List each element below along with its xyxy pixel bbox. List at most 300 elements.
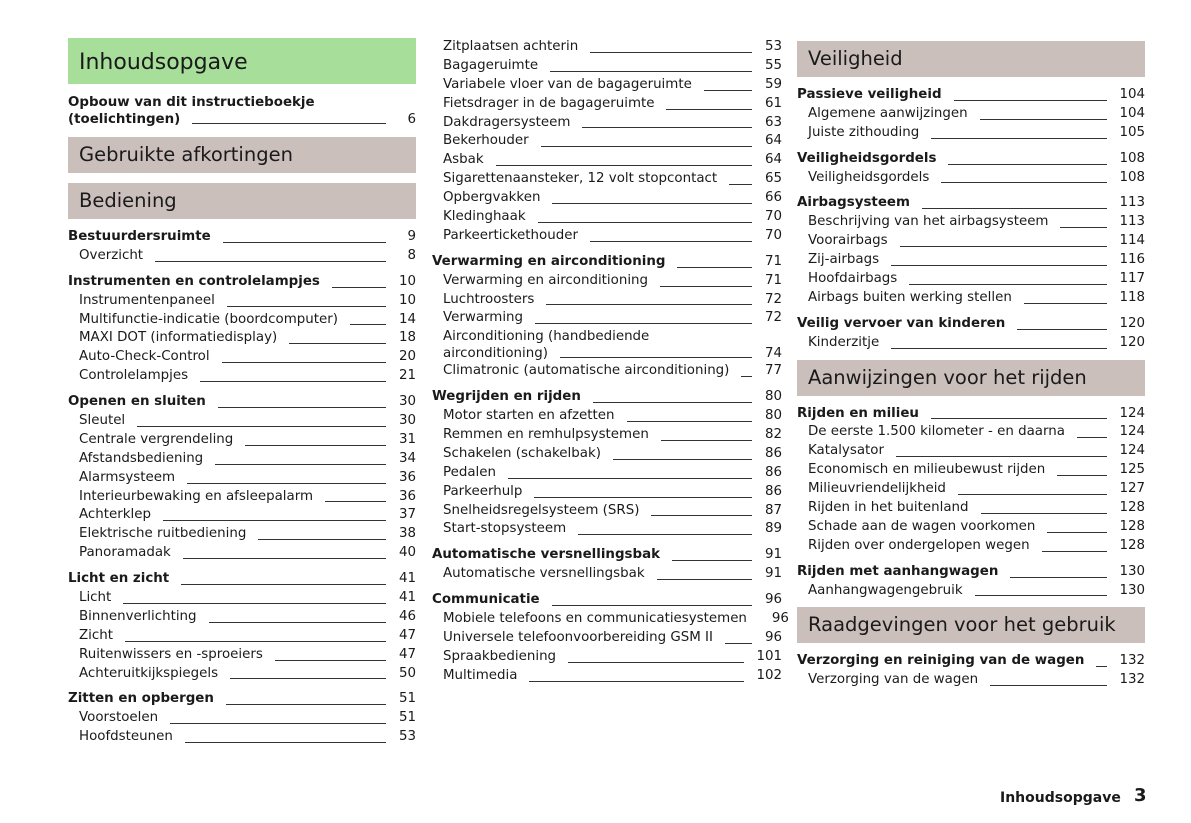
page-number: 70 bbox=[764, 209, 782, 224]
toc-entry-text: Achteruitkijkspiegels bbox=[79, 665, 219, 681]
page-number: 20 bbox=[398, 349, 416, 365]
page-number: 65 bbox=[764, 171, 782, 187]
footer-label: Inhoudsopgave bbox=[1000, 790, 1121, 806]
leader-line bbox=[552, 203, 752, 204]
toc-entry[interactable] bbox=[68, 709, 416, 728]
page-number: 125 bbox=[1119, 462, 1145, 478]
toc-entry-text: Sigarettenaansteker, 12 volt stopcontact bbox=[443, 171, 718, 187]
leader-line bbox=[1060, 227, 1107, 228]
toc-entry[interactable] bbox=[797, 582, 1145, 601]
leader-line bbox=[155, 261, 386, 262]
toc-entry-text: Schade aan de wagen voorkomen bbox=[808, 518, 1036, 534]
leader-line bbox=[170, 723, 386, 724]
toc-entry[interactable] bbox=[432, 667, 782, 686]
page-number: 37 bbox=[398, 507, 416, 523]
page-number: 87 bbox=[764, 502, 782, 518]
toc-section bbox=[797, 150, 1145, 188]
toc-entry[interactable] bbox=[68, 469, 416, 488]
toc-entry-text: Alarmsysteem bbox=[79, 469, 176, 485]
page-number: 127 bbox=[1119, 481, 1145, 497]
toc-entry[interactable] bbox=[68, 431, 416, 450]
leader-line bbox=[729, 184, 752, 185]
page-number: 132 bbox=[1119, 672, 1145, 688]
leader-line bbox=[661, 440, 752, 441]
toc-entry-text: Voorstoelen bbox=[79, 710, 159, 726]
toc-entry[interactable] bbox=[432, 291, 782, 310]
leader-line bbox=[1042, 551, 1108, 552]
toc-entry-text: Asbak bbox=[443, 152, 484, 168]
page-number: 30 bbox=[398, 394, 416, 410]
toc-entry-text: Communicatie bbox=[432, 592, 540, 608]
toc-entry[interactable] bbox=[797, 124, 1145, 143]
page-number: 71 bbox=[764, 272, 782, 288]
leader-line bbox=[550, 71, 752, 72]
leader-line bbox=[954, 100, 1108, 101]
leader-line bbox=[651, 515, 752, 516]
toc-entry[interactable] bbox=[68, 367, 416, 386]
leader-line bbox=[222, 362, 386, 363]
toc-entry-text: Auto-Check-Control bbox=[79, 349, 210, 365]
toc-entry-text: Veiligheidsgordels bbox=[797, 150, 937, 166]
toc-title: Inhoudsopgave bbox=[68, 38, 416, 84]
toc-entry[interactable] bbox=[797, 518, 1145, 537]
toc-entry-text: Verzorging en reiniging van de wagen bbox=[797, 653, 1085, 669]
toc-entry[interactable] bbox=[68, 525, 416, 544]
page-number: 91 bbox=[764, 566, 782, 582]
raadgevingen-sections bbox=[797, 652, 1145, 690]
toc-entry[interactable] bbox=[797, 232, 1145, 251]
toc-entry-text: Milieuvriendelijkheid bbox=[808, 481, 946, 497]
toc-entry[interactable] bbox=[68, 329, 416, 348]
toc-entry[interactable] bbox=[68, 247, 416, 266]
toc-entry[interactable] bbox=[432, 38, 782, 57]
leader-line bbox=[223, 242, 386, 243]
toc-entry[interactable] bbox=[432, 114, 782, 133]
toc-section bbox=[432, 591, 789, 685]
toc-entry-text: Afstandsbediening bbox=[79, 450, 204, 466]
toc-entry-text: Katalysator bbox=[808, 443, 884, 459]
toc-entry-text: Parkeertickethouder bbox=[443, 227, 578, 243]
toc-section bbox=[797, 563, 1145, 601]
toc-entry-text: (toelichtingen) bbox=[68, 112, 181, 127]
toc-entry-text: Zij-airbags bbox=[808, 252, 880, 268]
toc-entry-text: Controlelampjes bbox=[79, 368, 189, 384]
toc-chapter[interactable] bbox=[432, 546, 782, 565]
toc-entry-text: Bestuurdersruimte bbox=[68, 228, 211, 244]
leader-line bbox=[593, 402, 752, 403]
toc-entry-text: Verwarming en airconditioning bbox=[443, 272, 649, 288]
toc-entry[interactable] bbox=[68, 665, 416, 684]
toc-entry[interactable] bbox=[432, 272, 782, 291]
leader-line bbox=[672, 560, 752, 561]
toc-entry-text: Hoofdsteunen bbox=[79, 729, 173, 745]
leader-line bbox=[508, 478, 752, 479]
page-number: 128 bbox=[1119, 537, 1145, 553]
toc-entry-text: Opbergvakken bbox=[443, 190, 541, 206]
toc-entry-text: Snelheidsregelsysteem (SRS) bbox=[443, 502, 640, 518]
leader-line bbox=[332, 287, 386, 288]
toc-entry-text: Pedalen bbox=[443, 464, 496, 480]
toc-entry-text: MAXI DOT (informatiedisplay) bbox=[79, 330, 278, 346]
page-number: 64 bbox=[764, 133, 782, 149]
leader-line bbox=[200, 381, 386, 382]
toc-entry-text: Variabele vloer van de bagageruimte bbox=[443, 76, 692, 92]
page-number: 55 bbox=[764, 57, 782, 73]
page-number: 113 bbox=[1119, 195, 1145, 211]
toc-column-1 bbox=[68, 38, 416, 754]
leader-line bbox=[123, 603, 386, 604]
toc-chapter[interactable] bbox=[797, 652, 1145, 671]
leader-line bbox=[704, 90, 752, 91]
page-number: 8 bbox=[407, 247, 416, 263]
toc-section bbox=[68, 570, 416, 683]
toc-entry-text: Fietsdrager in de bagageruimte bbox=[443, 95, 655, 111]
page-number: 130 bbox=[1119, 582, 1145, 598]
aanwijzingen-sections bbox=[797, 405, 1145, 601]
section-header-bediening: Bediening bbox=[68, 183, 416, 219]
leader-line bbox=[181, 584, 386, 585]
page-number: 38 bbox=[398, 526, 416, 542]
toc-entry-text: Openen en sluiten bbox=[68, 394, 206, 410]
leader-line bbox=[529, 681, 744, 682]
toc-entry[interactable] bbox=[68, 311, 416, 330]
toc-entry-text: Verwarming bbox=[443, 310, 524, 326]
page-number: 64 bbox=[764, 152, 782, 168]
page-number: 96 bbox=[771, 611, 789, 627]
toc-entry-text: Beschrijving van het airbagsysteem bbox=[808, 214, 1049, 230]
toc-entry[interactable] bbox=[432, 227, 782, 246]
toc-entry[interactable] bbox=[432, 610, 789, 629]
toc-entry-text: Opbouw van dit instructieboekje bbox=[68, 95, 315, 110]
page-number: 61 bbox=[764, 95, 782, 111]
toc-entry[interactable] bbox=[797, 499, 1145, 518]
page-number: 124 bbox=[1119, 405, 1145, 421]
toc-entry-text: Airbags buiten werking stellen bbox=[808, 289, 1012, 305]
toc-entry-text: Wegrijden en rijden bbox=[432, 389, 581, 405]
page-number: 89 bbox=[764, 521, 782, 537]
toc-entry-text: Spraakbediening bbox=[443, 648, 557, 664]
toc-entry[interactable] bbox=[432, 57, 782, 76]
page-number: 91 bbox=[764, 547, 782, 563]
page-number: 102 bbox=[756, 667, 782, 683]
toc-entry-text: Dakdragersysteem bbox=[443, 114, 571, 130]
page-number: 72 bbox=[764, 291, 782, 307]
page-number: 128 bbox=[1119, 518, 1145, 534]
toc-entry[interactable] bbox=[432, 309, 782, 328]
toc-entry-text: Rijden over ondergelopen wegen bbox=[808, 537, 1030, 553]
page-number: 86 bbox=[764, 464, 782, 480]
toc-entry[interactable] bbox=[432, 189, 782, 208]
toc-chapter[interactable] bbox=[797, 315, 1145, 334]
toc-entry[interactable] bbox=[797, 537, 1145, 556]
toc-section bbox=[797, 652, 1145, 690]
page-number: 53 bbox=[764, 38, 782, 54]
toc-entry-text: Multimedia bbox=[443, 667, 518, 683]
toc-entry-text: Centrale vergrendeling bbox=[79, 431, 234, 447]
toc-entry[interactable] bbox=[797, 270, 1145, 289]
page-number: 50 bbox=[398, 665, 416, 681]
leader-line bbox=[590, 52, 752, 53]
toc-chapter[interactable]: Verwarming en airconditioning 71 bbox=[432, 253, 782, 269]
toc-entry-text: Motor starten en afzetten bbox=[443, 408, 615, 424]
toc-entry-text: Elektrische ruitbediening bbox=[79, 526, 247, 542]
col2-sections bbox=[432, 388, 789, 685]
page-number: 86 bbox=[764, 445, 782, 461]
leader-line bbox=[215, 464, 386, 465]
toc-entry[interactable] bbox=[432, 445, 782, 464]
toc-entry[interactable] bbox=[432, 648, 782, 667]
toc-section bbox=[797, 405, 1145, 556]
page-number: 74 bbox=[764, 346, 782, 362]
leader-line bbox=[941, 182, 1107, 183]
toc-entry-text: Voorairbags bbox=[808, 233, 888, 249]
toc-chapter[interactable] bbox=[68, 228, 416, 247]
toc-entry-text: Universele telefoonvoorbereiding GSM II bbox=[443, 629, 713, 645]
toc-entry-text: Luchtroosters bbox=[443, 291, 535, 307]
toc-section bbox=[68, 393, 416, 563]
toc-entry[interactable] bbox=[432, 95, 782, 114]
toc-entry-text: Hoofdairbags bbox=[808, 271, 898, 286]
page-number: 80 bbox=[764, 389, 782, 405]
page-number: 6 bbox=[407, 112, 416, 127]
toc-entry-text: Kledinghaak bbox=[443, 209, 526, 224]
section-header-veiligheid: Veiligheid bbox=[797, 41, 1145, 77]
leader-line bbox=[958, 494, 1108, 495]
leader-line bbox=[1047, 532, 1107, 533]
toc-entry-text: Bekerhouder bbox=[443, 133, 529, 149]
toc-entry[interactable] bbox=[68, 544, 416, 563]
toc-entry[interactable] bbox=[797, 480, 1145, 499]
toc-entry-text: Economisch en milieubewust rijden bbox=[808, 462, 1046, 478]
toc-entry-text: Parkeerhulp bbox=[443, 483, 523, 499]
toc-entry[interactable] bbox=[797, 169, 1145, 188]
toc-entry[interactable] bbox=[432, 565, 782, 584]
toc-entry[interactable] bbox=[68, 608, 416, 627]
toc-entry-text: Rijden met aanhangwagen bbox=[797, 563, 999, 579]
leader-line bbox=[582, 127, 752, 128]
toc-entry[interactable] bbox=[797, 442, 1145, 461]
toc-chapter[interactable] bbox=[797, 563, 1145, 582]
toc-entry[interactable] bbox=[797, 334, 1145, 353]
toc-chapter[interactable] bbox=[797, 86, 1145, 105]
page-number: 51 bbox=[398, 710, 416, 726]
toc-entry[interactable] bbox=[797, 105, 1145, 124]
leader-line bbox=[350, 324, 386, 325]
toc-section-verwarming bbox=[432, 253, 782, 381]
section-header-aanwijzingen: Aanwijzingen voor het rijden bbox=[797, 360, 1145, 396]
toc-entry[interactable] bbox=[432, 426, 782, 445]
leader-line bbox=[538, 222, 752, 223]
leader-line bbox=[660, 286, 752, 287]
toc-chapter[interactable] bbox=[68, 273, 416, 292]
toc-chapter[interactable] bbox=[68, 393, 416, 412]
toc-entry[interactable] bbox=[797, 251, 1145, 270]
toc-entry[interactable] bbox=[797, 289, 1145, 308]
leader-line bbox=[137, 426, 386, 427]
page-number: 108 bbox=[1119, 169, 1145, 185]
leader-line bbox=[948, 164, 1107, 165]
toc-entry-text: Aanhangwagengebruik bbox=[808, 582, 963, 598]
page-number: 51 bbox=[398, 691, 416, 707]
toc-entry-text: Zitten en opbergen bbox=[68, 691, 214, 707]
toc-entry[interactable] bbox=[68, 646, 416, 665]
page-number: 132 bbox=[1119, 653, 1145, 669]
toc-chapter[interactable] bbox=[68, 570, 416, 589]
toc-chapter[interactable] bbox=[797, 194, 1145, 213]
leader-line bbox=[725, 643, 752, 644]
toc-entry[interactable] bbox=[68, 450, 416, 469]
leader-line bbox=[980, 119, 1108, 120]
page-number: 36 bbox=[398, 488, 416, 504]
page-number: 34 bbox=[398, 450, 416, 466]
leader-line bbox=[163, 520, 386, 521]
page-number: 82 bbox=[764, 427, 782, 443]
toc-entry[interactable] bbox=[797, 423, 1145, 442]
toc-entry[interactable] bbox=[797, 461, 1145, 480]
toc-entry-text: Achterklep bbox=[79, 507, 151, 523]
leader-line bbox=[1077, 437, 1107, 438]
leader-line bbox=[245, 445, 386, 446]
toc-entry-text: airconditioning) bbox=[443, 346, 548, 362]
toc-entry-text: Automatische versnellingsbak bbox=[432, 547, 661, 563]
toc-entry[interactable] bbox=[797, 213, 1145, 232]
page-number: 21 bbox=[398, 368, 416, 384]
leader-line bbox=[1096, 666, 1107, 667]
toc-section bbox=[68, 273, 416, 386]
toc-entry[interactable] bbox=[68, 412, 416, 431]
toc-chapter[interactable] bbox=[432, 591, 782, 610]
toc-entry-text: Sleutel bbox=[79, 413, 126, 428]
toc-section bbox=[432, 546, 782, 584]
toc-entry[interactable] bbox=[432, 520, 782, 539]
toc-entry-intro[interactable] bbox=[68, 94, 416, 128]
toc-entry-text: Overzicht bbox=[79, 247, 144, 263]
leader-line bbox=[534, 497, 752, 498]
page-number: 10 bbox=[398, 273, 416, 289]
toc-entry[interactable] bbox=[68, 728, 416, 747]
page-number: 47 bbox=[398, 627, 416, 643]
toc-entry-text: Instrumentenpaneel bbox=[79, 292, 215, 308]
bediening-sections bbox=[68, 228, 416, 747]
page-number: 96 bbox=[764, 629, 782, 645]
leader-line bbox=[275, 660, 386, 661]
page-number: 80 bbox=[764, 408, 782, 424]
toc-entry[interactable] bbox=[68, 589, 416, 608]
page-number: 86 bbox=[764, 483, 782, 499]
leader-line bbox=[496, 165, 752, 166]
leader-line bbox=[258, 539, 386, 540]
page-number: 70 bbox=[764, 227, 782, 243]
toc-entry-text: Schakelen (schakelbak) bbox=[443, 445, 601, 461]
page-number: 31 bbox=[398, 431, 416, 447]
page-number: 59 bbox=[764, 76, 782, 92]
page-number: 18 bbox=[398, 330, 416, 346]
toc-entry[interactable] bbox=[432, 208, 782, 227]
page-number: 30 bbox=[398, 413, 416, 428]
toc-entry[interactable] bbox=[68, 488, 416, 507]
toc-entry-airconditioning[interactable] bbox=[432, 328, 782, 362]
toc-column-2 bbox=[432, 38, 789, 693]
toc-entry[interactable] bbox=[68, 506, 416, 525]
page-number: 104 bbox=[1119, 105, 1145, 121]
toc-entry[interactable] bbox=[68, 627, 416, 646]
toc-entry[interactable] bbox=[432, 132, 782, 151]
leader-line bbox=[931, 418, 1107, 419]
page-number: 36 bbox=[398, 469, 416, 485]
toc-entry[interactable] bbox=[68, 348, 416, 367]
page-number: 128 bbox=[1119, 500, 1145, 516]
page-number: 118 bbox=[1119, 289, 1145, 305]
toc-entry-text: Instrumenten en controlelampjes bbox=[68, 273, 320, 289]
leader-line bbox=[218, 407, 386, 408]
page-number: 124 bbox=[1119, 424, 1145, 440]
leader-line bbox=[325, 501, 386, 502]
leader-line bbox=[975, 595, 1108, 596]
toc-entry[interactable] bbox=[68, 292, 416, 311]
footer-page-number: 3 bbox=[1134, 785, 1147, 806]
leader-line bbox=[627, 421, 752, 422]
toc-chapter[interactable] bbox=[797, 150, 1145, 169]
toc-entry[interactable]: Climatronic (automatische airconditioning) 77 bbox=[443, 363, 782, 379]
page-number: 46 bbox=[398, 608, 416, 624]
leader-line bbox=[613, 459, 752, 460]
leader-line bbox=[981, 513, 1108, 514]
page-number: 117 bbox=[1119, 271, 1145, 286]
toc-entry[interactable] bbox=[432, 502, 782, 521]
section-header-afkortingen: Gebruikte afkortingen bbox=[68, 137, 416, 173]
toc-entry[interactable] bbox=[432, 151, 782, 170]
toc-chapter[interactable] bbox=[432, 388, 782, 407]
toc-items bbox=[432, 272, 782, 329]
leader-line bbox=[185, 742, 386, 743]
leader-line bbox=[891, 265, 1107, 266]
leader-line bbox=[896, 456, 1107, 457]
page-number: 120 bbox=[1119, 315, 1145, 331]
toc-entry[interactable] bbox=[432, 170, 782, 189]
leader-line bbox=[1010, 577, 1107, 578]
toc-entry[interactable] bbox=[432, 76, 782, 95]
toc-chapter[interactable] bbox=[68, 690, 416, 709]
toc-entry[interactable] bbox=[432, 483, 782, 502]
toc-entry-text: Rijden in het buitenland bbox=[808, 500, 969, 516]
page-number: 130 bbox=[1119, 563, 1145, 579]
page-number: 66 bbox=[764, 190, 782, 206]
toc-entry-text: Kinderzitje bbox=[808, 334, 880, 350]
leader-line bbox=[187, 483, 386, 484]
leader-line bbox=[578, 534, 752, 535]
leader-line bbox=[227, 306, 386, 307]
toc-entry[interactable] bbox=[797, 671, 1145, 690]
leader-line bbox=[183, 558, 386, 559]
toc-entry-text: Airbagsysteem bbox=[797, 195, 910, 211]
page-number: 124 bbox=[1119, 443, 1145, 459]
leader-line bbox=[590, 241, 752, 242]
toc-entry-text: Multifunctie-indicatie (boordcomputer) bbox=[79, 311, 338, 327]
leader-line bbox=[900, 246, 1108, 247]
toc-column-3 bbox=[797, 38, 1145, 697]
toc-entry[interactable] bbox=[432, 464, 782, 483]
toc-section bbox=[68, 690, 416, 747]
toc-chapter[interactable] bbox=[797, 405, 1145, 424]
toc-entry[interactable] bbox=[432, 407, 782, 426]
toc-section bbox=[432, 388, 782, 539]
page-number: 120 bbox=[1119, 334, 1145, 350]
toc-entry-text: Veiligheidsgordels bbox=[808, 169, 930, 185]
toc-entry-text: Interieurbewaking en afsleepalarm bbox=[79, 488, 314, 504]
toc-entry[interactable] bbox=[432, 629, 782, 648]
toc-entry-text: Start-stopsysteem bbox=[443, 521, 567, 537]
toc-entry-text: Licht en zicht bbox=[68, 571, 170, 587]
